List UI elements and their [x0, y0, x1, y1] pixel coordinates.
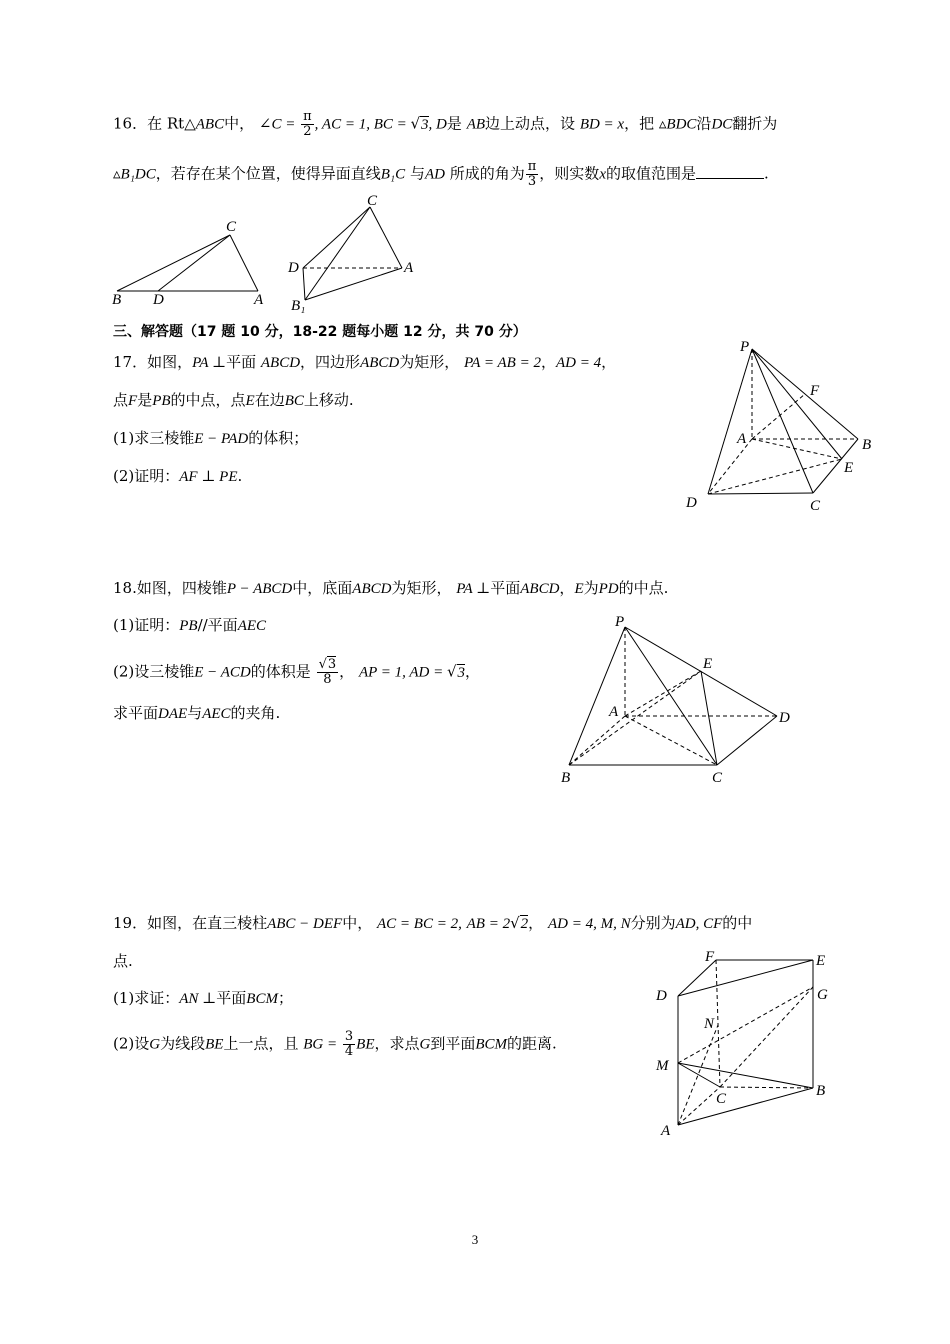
label-d: D [288, 260, 299, 276]
q16-line-1: 16．在 Rt△ABC中， ∠C = $\frac{\pi}{2}$ , AC = 1, BC = √3, D是 AB边上动点，设 BD = x，把 ▵BDC沿DC翻折为 [113, 109, 778, 139]
edge-db1 [303, 268, 305, 300]
label-d: D [686, 495, 697, 511]
q19-part-1: (1)求证：AN ⊥平面BCM； [113, 989, 293, 1007]
q18-part-2: (2)设三棱锥E − ACD的体积是 $\frac{√3}{8}$ ， AP = 1, AD = √3， [113, 657, 481, 687]
label-a: A [254, 292, 264, 308]
page-number: 3 [471, 1232, 479, 1247]
label-b: B [112, 292, 122, 308]
label-c: C [367, 193, 378, 209]
edge-cd [303, 207, 370, 268]
q16-line-2: ▵B₁DC，若存在某个位置，使得异面直线B₁C 与AD 所成的角为 $\frac{\pi}{3}$ ，则实数x的取值范围是 . [113, 159, 769, 189]
edge-dc [158, 235, 230, 291]
label-d: D [153, 292, 164, 308]
label-a: A [609, 704, 619, 720]
edge-ca [230, 235, 258, 291]
label-c: C [716, 1091, 727, 1107]
label-e: E [703, 656, 713, 672]
q18-part-1: (1)证明：PB//平面AEC [113, 616, 267, 634]
label-n: N [704, 1016, 715, 1032]
q18-part-3: 求平面DAE与AEC的夹角. [113, 704, 281, 722]
label-g: G [817, 987, 828, 1003]
label-c: C [226, 219, 237, 235]
section-heading: 三、解答题（17 题 10 分，18-22 题每小题 12 分，共 70 分） [113, 324, 527, 340]
label-a: A [661, 1123, 671, 1139]
figure-16a [110, 215, 270, 315]
label-d: D [656, 988, 667, 1004]
label-c: C [810, 498, 821, 514]
answer-blank[interactable] [696, 164, 764, 179]
edge-ca [370, 207, 402, 268]
edge-bc [117, 235, 230, 291]
q19-line-2: 点. [113, 952, 133, 970]
q19-line-1: 19．如图，在直三棱柱ABC − DEF中， AC = BC = 2, AB = 2√2， AD = 4, M, N分别为AD, CF的中 [113, 914, 753, 932]
label-e: E [816, 953, 826, 969]
q17-part-1: (1)求三棱锥E − PAD的体积； [113, 429, 309, 447]
label-p: P [740, 339, 750, 355]
figure-16b [285, 195, 425, 315]
label-f: F [705, 949, 715, 965]
label-e: E [844, 460, 854, 476]
q18-line-1: 18.如图，四棱锥P − ABCD中，底面ABCD为矩形， PA ⊥平面ABCD，E为PD的中点. [113, 579, 669, 597]
label-a: A [404, 260, 414, 276]
label-p: P [615, 614, 625, 630]
label-f: F [810, 383, 820, 399]
label-b1: B₁ [291, 298, 306, 314]
figure-19 [650, 945, 840, 1145]
label-b: B [862, 437, 872, 453]
figure-17 [680, 335, 880, 520]
label-b: B [816, 1083, 826, 1099]
q17-line-1: 17．如图，PA ⊥平面 ABCD，四边形ABCD为矩形， PA = AB = 2，AD = 4， [113, 353, 617, 371]
label-c: C [712, 770, 723, 786]
label-a: A [737, 431, 747, 447]
label-d: D [779, 710, 790, 726]
q17-part-2: (2)证明：AF ⊥ PE. [113, 467, 243, 485]
label-b: B [561, 770, 571, 786]
label-m: M [656, 1058, 669, 1074]
edge-cb1 [305, 207, 370, 300]
figure-18 [555, 610, 805, 790]
edge-b1a [305, 268, 402, 300]
q19-part-2: (2)设G为线段BE上一点，且 BG = $\frac{3}{4}$ BE，求点G到平面BCM的距离. [113, 1029, 557, 1059]
q17-line-2: 点F是PB的中点，点E在边BC上移动. [113, 391, 354, 409]
